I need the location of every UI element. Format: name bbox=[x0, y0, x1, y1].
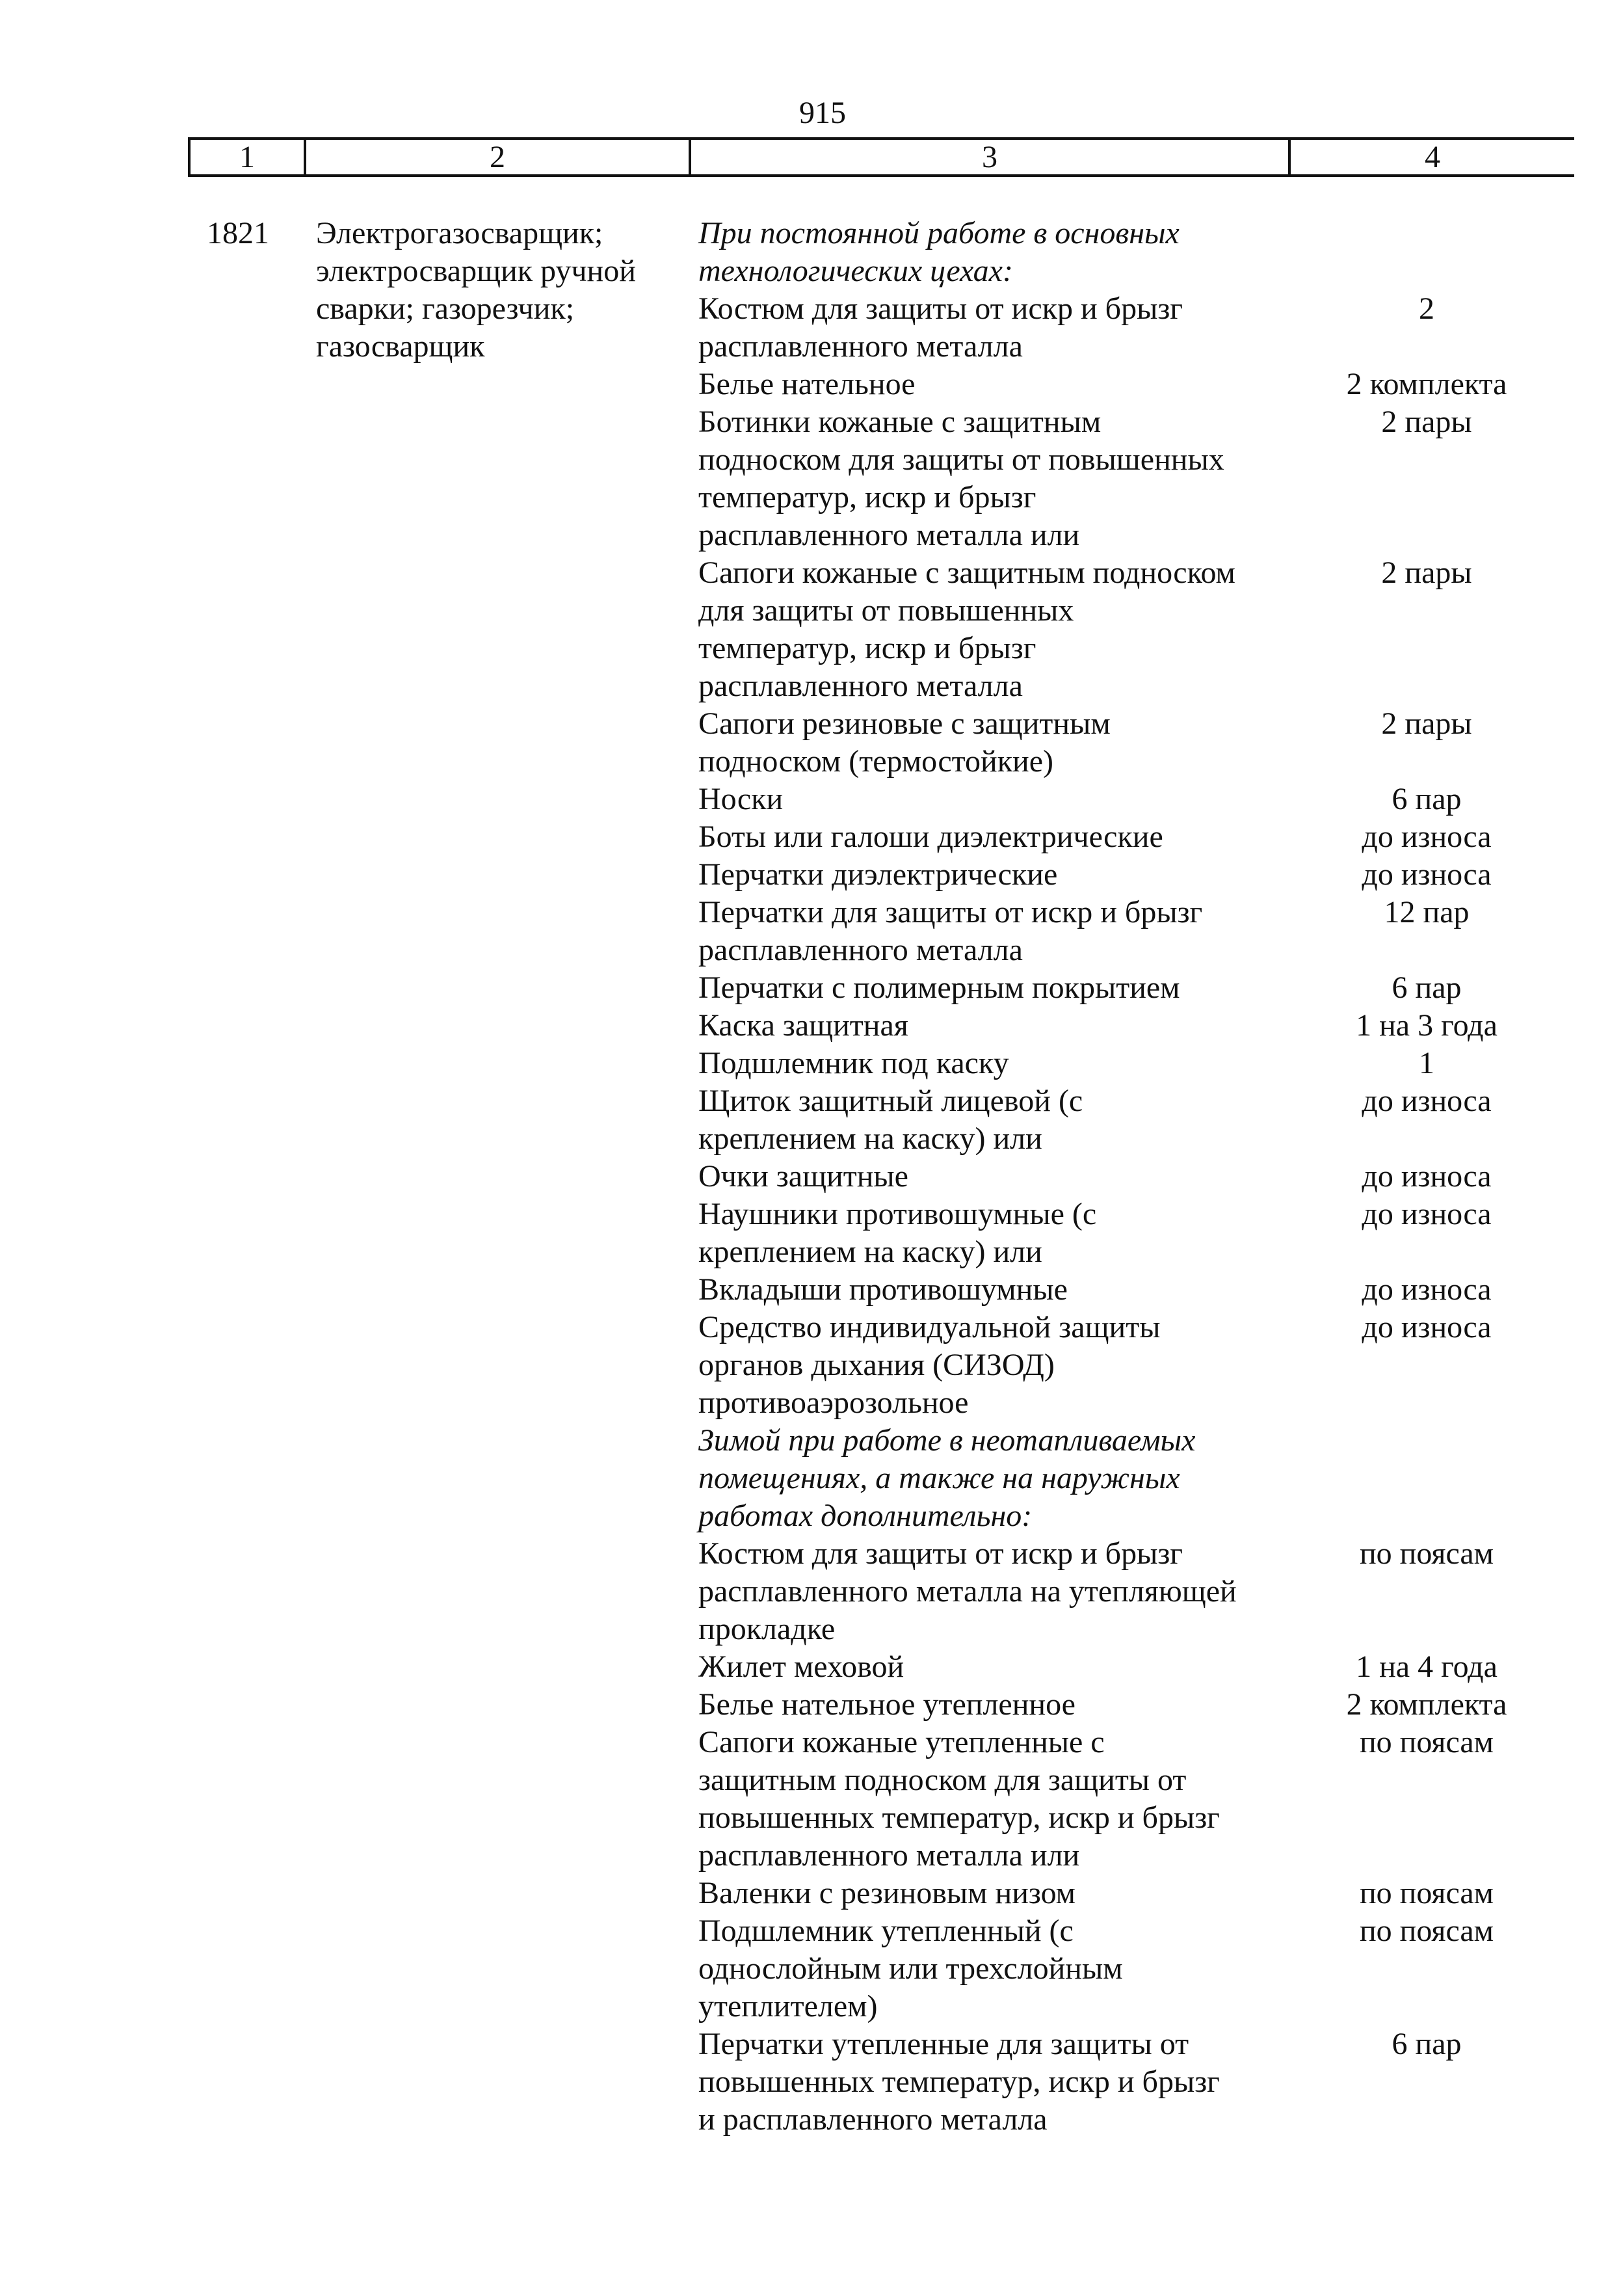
equipment-name: Жилет меховой bbox=[698, 1649, 904, 1684]
issue-norm: 1 bbox=[1419, 1046, 1434, 1080]
equipment-row bbox=[698, 705, 1583, 781]
equipment-name: Подшлемник под каску bbox=[698, 1046, 1009, 1080]
equipment-name: Носки bbox=[698, 782, 784, 816]
equipment-row bbox=[698, 1724, 1583, 1875]
equipment-row bbox=[698, 554, 1583, 705]
equipment-row bbox=[698, 1648, 1583, 1686]
issue-norm: до износа bbox=[1362, 820, 1492, 854]
issue-norm bbox=[1290, 215, 1563, 290]
equipment-name: Валенки с резиновым низом bbox=[698, 1876, 1076, 1910]
table-header bbox=[188, 137, 1574, 177]
equipment-name: Ботинки кожаные с защитным подноском для защиты от повышенных температур, искр и брызг расплавленного металла или bbox=[698, 405, 1224, 552]
section-heading: При постоянной работе в основных технологических цехах: bbox=[698, 216, 1180, 288]
equipment-name: Наушники противошумные (с креплением на каску) или bbox=[698, 1197, 1097, 1269]
equipment-name: Вкладыши противошумные bbox=[698, 1272, 1068, 1307]
profession-line: электросварщик ручной bbox=[316, 254, 636, 288]
equipment-row bbox=[698, 1535, 1583, 1648]
equipment-row bbox=[698, 894, 1583, 969]
equipment-name: Костюм для защиты от искр и брызг расплавленного металла на утепляющей прокладке bbox=[698, 1536, 1237, 1646]
equipment-row bbox=[698, 1271, 1583, 1309]
header-col-1: 1 bbox=[188, 140, 306, 174]
equipment-name: Сапоги кожаные утепленные с защитным подноском для защиты от повышенных температур, искр и брызг расплавленного металла или bbox=[698, 1725, 1220, 1873]
equipment-row bbox=[698, 1082, 1583, 1158]
header-col-3: 3 bbox=[691, 140, 1291, 174]
issue-norm: 6 пар bbox=[1392, 970, 1462, 1005]
issue-norm: до износа bbox=[1362, 1084, 1492, 1118]
issue-norm: 2 пары bbox=[1381, 555, 1472, 590]
issue-norm: до износа bbox=[1362, 1197, 1492, 1231]
equipment-name: Костюм для защиты от искр и брызг расплавленного металла bbox=[698, 291, 1183, 364]
equipment-row bbox=[698, 366, 1583, 403]
issue-norm: 1 на 4 года bbox=[1356, 1649, 1498, 1684]
issue-norm: по поясам bbox=[1359, 1914, 1494, 1948]
page-number: 915 bbox=[799, 96, 846, 130]
equipment-row bbox=[698, 1007, 1583, 1045]
equipment-name: Щиток защитный лицевой (с креплением на каску) или bbox=[698, 1084, 1083, 1156]
issue-norm: 2 bbox=[1419, 291, 1434, 326]
equipment-row bbox=[698, 403, 1583, 554]
profession-name bbox=[316, 215, 680, 366]
equipment-row bbox=[698, 1912, 1583, 2025]
issue-norm: 6 пар bbox=[1392, 782, 1462, 816]
equipment-row bbox=[698, 856, 1583, 894]
profession-line: сварки; газорезчик; bbox=[316, 291, 575, 326]
header-col-2: 2 bbox=[306, 140, 691, 174]
equipment-name: Очки защитные bbox=[698, 1159, 908, 1194]
equipment-row bbox=[698, 818, 1583, 856]
issue-norm: 6 пар bbox=[1392, 2027, 1462, 2061]
profession-line: газосварщик bbox=[316, 329, 485, 364]
equipment-name: Средство индивидуальной защиты органов дыхания (СИЗОД) противоаэрозольное bbox=[698, 1310, 1161, 1420]
equipment-name: Боты или галоши диэлектрические bbox=[698, 820, 1163, 854]
equipment-name: Сапоги кожаные с защитным подноском для защиты от повышенных температур, искр и брызг расплавленного металла bbox=[698, 555, 1235, 703]
issue-norm: 2 комплекта bbox=[1346, 1687, 1507, 1722]
issue-norm: 1 на 3 года bbox=[1356, 1008, 1498, 1043]
equipment-row bbox=[698, 969, 1583, 1007]
issue-norm: по поясам bbox=[1359, 1725, 1494, 1759]
issue-norm: до износа bbox=[1362, 1310, 1492, 1344]
equipment-name: Перчатки диэлектрические bbox=[698, 857, 1058, 892]
issue-norm: 2 пары bbox=[1381, 706, 1472, 741]
equipment-name: Перчатки с полимерным покрытием bbox=[698, 970, 1180, 1005]
equipment-row bbox=[698, 290, 1583, 366]
equipment-row bbox=[698, 1875, 1583, 1912]
equipment-name: Белье нательное bbox=[698, 367, 916, 401]
equipment-name: Подшлемник утепленный (с однослойным или трехслойным утеплителем) bbox=[698, 1914, 1123, 2023]
equipment-row bbox=[698, 1686, 1583, 1724]
equipment-row bbox=[698, 2025, 1583, 2139]
issue-norm: 2 пары bbox=[1381, 405, 1472, 439]
equipment-row bbox=[698, 781, 1583, 818]
issue-norm: до износа bbox=[1362, 1272, 1492, 1307]
equipment-row bbox=[698, 1195, 1583, 1271]
equipment-row bbox=[698, 1158, 1583, 1195]
equipment-row bbox=[698, 1045, 1583, 1082]
issue-norm: до износа bbox=[1362, 1159, 1492, 1194]
equipment-list bbox=[698, 215, 1583, 2139]
issue-norm: 2 комплекта bbox=[1346, 367, 1507, 401]
equipment-row bbox=[698, 1309, 1583, 1422]
issue-norm: 12 пар bbox=[1384, 895, 1470, 929]
header-col-4: 4 bbox=[1425, 140, 1440, 174]
equipment-name: Перчатки утепленные для защиты от повышенных температур, искр и брызг и расплавленного металла bbox=[698, 2027, 1220, 2137]
equipment-name: Белье нательное утепленное bbox=[698, 1687, 1075, 1722]
issue-norm: по поясам bbox=[1359, 1536, 1494, 1571]
issue-norm: до износа bbox=[1362, 857, 1492, 892]
equipment-name: Каска защитная bbox=[698, 1008, 908, 1043]
equipment-name: Сапоги резиновые с защитным подноском (термостойкие) bbox=[698, 706, 1111, 779]
section-heading: Зимой при работе в неотапливаемых помещениях, а также на наружных работах дополнительно: bbox=[698, 1423, 1196, 1533]
issue-norm: по поясам bbox=[1359, 1876, 1494, 1910]
section-heading-row bbox=[698, 215, 1583, 290]
profession-line: Электрогазосварщик; bbox=[316, 216, 603, 250]
section-heading-row bbox=[698, 1422, 1583, 1535]
issue-norm bbox=[1290, 1422, 1563, 1535]
equipment-name: Перчатки для защиты от искр и брызг расплавленного металла bbox=[698, 895, 1203, 967]
entry-number: 1821 bbox=[207, 216, 269, 250]
